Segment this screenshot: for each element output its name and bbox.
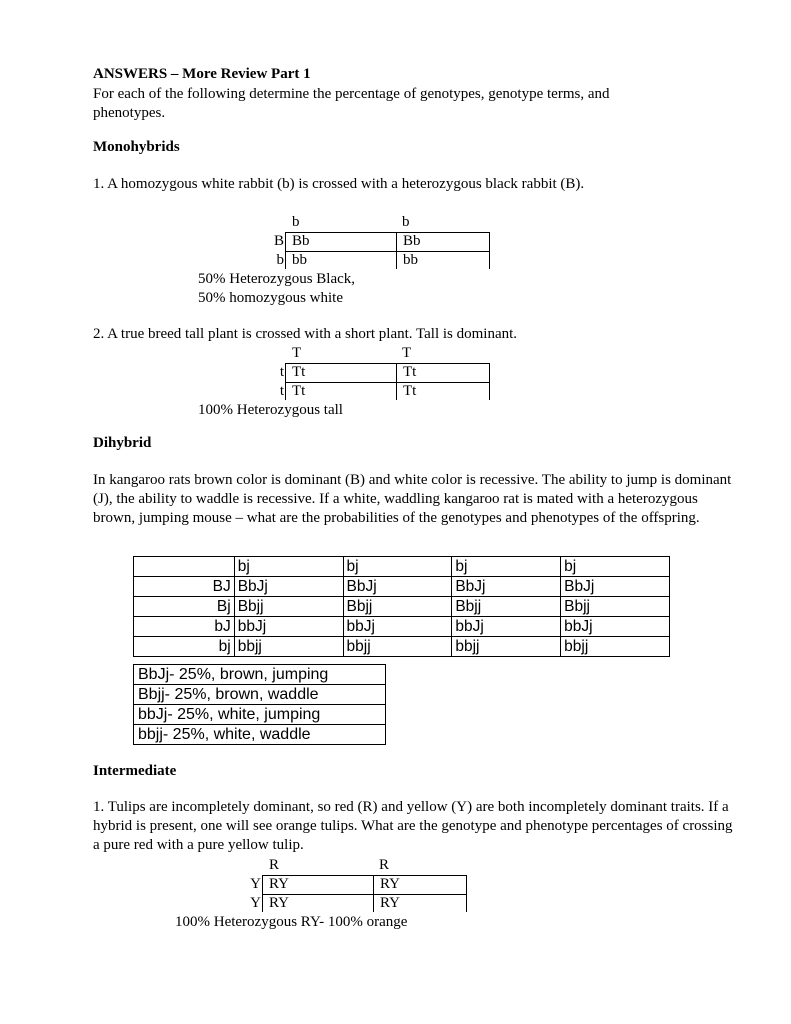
- result-row: bbJj- 25%, white, jumping: [134, 705, 386, 725]
- punnett-square-rabbit: [268, 214, 490, 272]
- grid-cell: bb: [403, 252, 418, 268]
- dihybrid-results-table: [133, 664, 386, 745]
- punnett-square-tulip: [245, 857, 467, 915]
- grid-cell: bbjj: [561, 637, 670, 657]
- row-label: t: [279, 383, 284, 399]
- row-label: bj: [134, 637, 235, 657]
- grid-cell: bbjj: [234, 637, 343, 657]
- grid-line: [285, 251, 489, 252]
- question-1-text: 1. A homozygous white rabbit (b) is crossed with a heterozygous black rabbit (B).: [93, 176, 585, 192]
- grid-line: [489, 363, 490, 400]
- grid-cell: bbjj: [452, 637, 561, 657]
- grid-cell: Tt: [292, 383, 306, 399]
- row-label: Y: [250, 895, 261, 911]
- grid-cell: BbJj: [234, 577, 343, 597]
- col-header: bj: [452, 557, 561, 577]
- result-text: 100% Heterozygous tall: [198, 402, 343, 418]
- col-header: bj: [343, 557, 452, 577]
- row-label: B: [273, 233, 284, 249]
- col-header: T: [402, 345, 412, 361]
- row-label: Y: [250, 876, 261, 892]
- row-label: bJ: [134, 617, 235, 637]
- grid-cell: Tt: [292, 364, 306, 380]
- grid-cell: BbJj: [452, 577, 561, 597]
- result-text: 50% homozygous white: [198, 290, 343, 306]
- col-header: b: [402, 214, 410, 230]
- dihybrid-question-text: In kangaroo rats brown color is dominant (B) and white color is recessive. The ability to jump is dominant (J), the ability to waddle is recessive. If a white, waddling kangaroo rat is mated with a heterozygous brown, jumping mouse – what are the probabilities of the genotypes and phenotypes of the offspring.: [93, 472, 732, 526]
- grid-cell: Bbjj: [343, 597, 452, 617]
- row-label: b: [276, 252, 284, 268]
- grid-cell: RY: [269, 895, 290, 911]
- grid-cell: BbJj: [561, 577, 670, 597]
- question-2-text: 2. A true breed tall plant is crossed with a short plant. Tall is dominant.: [93, 326, 518, 342]
- grid-line: [285, 232, 489, 233]
- section-title-monohybrids: Monohybrids: [93, 139, 180, 155]
- punnett-square-plant: [268, 345, 490, 403]
- document-heading: ANSWERS – More Review Part 1: [93, 66, 311, 82]
- col-header: bj: [234, 557, 343, 577]
- grid-cell: Bb: [403, 233, 421, 249]
- result-row: BbJj- 25%, brown, jumping: [134, 665, 386, 685]
- grid-cell: Tt: [403, 364, 417, 380]
- col-header: R: [269, 857, 280, 873]
- intro-paragraph: For each of the following determine the percentage of genotypes, genotype terms, and phenotypes.: [93, 86, 610, 121]
- result-row: bbjj- 25%, white, waddle: [134, 725, 386, 745]
- grid-line: [489, 232, 490, 269]
- corner-cell: [134, 557, 235, 577]
- grid-cell: Tt: [403, 383, 417, 399]
- grid-cell: Bbjj: [452, 597, 561, 617]
- grid-cell: bbJj: [234, 617, 343, 637]
- result-row: Bbjj- 25%, brown, waddle: [134, 685, 386, 705]
- col-header: b: [292, 214, 300, 230]
- grid-cell: RY: [269, 876, 290, 892]
- section-title-intermediate: Intermediate: [93, 763, 177, 779]
- grid-cell: bbJj: [561, 617, 670, 637]
- grid-cell: RY: [380, 876, 401, 892]
- row-label: BJ: [134, 577, 235, 597]
- grid-cell: Bb: [292, 233, 310, 249]
- grid-cell: bbJj: [343, 617, 452, 637]
- grid-cell: BbJj: [343, 577, 452, 597]
- grid-line: [262, 875, 466, 876]
- grid-cell: bb: [292, 252, 307, 268]
- dihybrid-punnett-square: [133, 556, 670, 657]
- result-text: 50% Heterozygous Black,: [198, 271, 356, 287]
- grid-cell: Bbjj: [561, 597, 670, 617]
- section-title-dihybrid: Dihybrid: [93, 435, 152, 451]
- grid-cell: Bbjj: [234, 597, 343, 617]
- row-label: Bj: [134, 597, 235, 617]
- grid-cell: RY: [380, 895, 401, 911]
- row-label: t: [279, 364, 284, 380]
- col-header: T: [292, 345, 302, 361]
- grid-line: [285, 382, 489, 383]
- col-header: bj: [561, 557, 670, 577]
- grid-line: [285, 363, 489, 364]
- intermediate-question-text: 1. Tulips are incompletely dominant, so red (R) and yellow (Y) are both incompletely dominant traits. If a hybrid is present, one will see orange tulips. What are the genotype and phenotype percentages of crossing a pure red with a pure yellow tulip.: [93, 799, 733, 853]
- grid-cell: bbJj: [452, 617, 561, 637]
- col-header: R: [379, 857, 390, 873]
- grid-line: [466, 875, 467, 912]
- grid-line: [262, 894, 466, 895]
- result-text: 100% Heterozygous RY- 100% orange: [175, 914, 408, 930]
- grid-cell: bbjj: [343, 637, 452, 657]
